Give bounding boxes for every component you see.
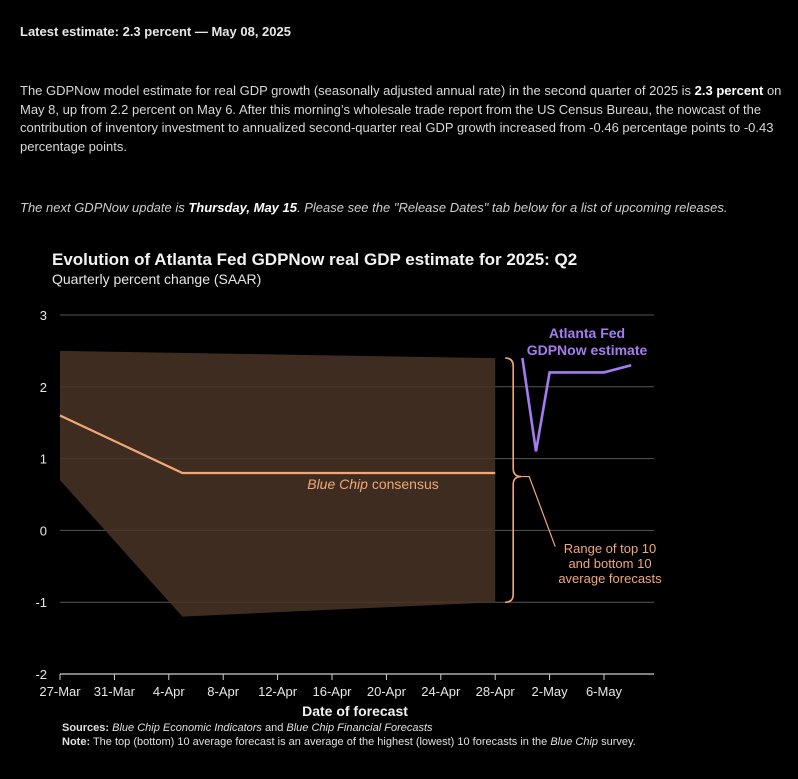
summary-text-1: The GDPNow model estimate for real GDP growth (seasonally adjusted annual rate) in the second quarter of 2025 is bbox=[20, 83, 695, 98]
chart-title: Evolution of Atlanta Fed GDPNow real GDP estimate for 2025: Q2 bbox=[52, 250, 578, 269]
gdpnow-estimate-line bbox=[522, 358, 631, 451]
latest-estimate-heading: Latest estimate: 2.3 percent — May 08, 2025 bbox=[20, 24, 291, 39]
range-label-line2: and bottom 10 bbox=[568, 556, 652, 571]
range-bracket bbox=[505, 358, 555, 602]
gdpnow-chart bbox=[0, 240, 798, 722]
x-tick-label: 31-Mar bbox=[93, 684, 135, 699]
next-update-date: Thursday, May 15 bbox=[188, 200, 297, 215]
range-brace bbox=[505, 358, 521, 602]
x-tick-label: 28-Apr bbox=[475, 684, 515, 699]
x-tick-label: 27-Mar bbox=[39, 684, 81, 699]
sources-label: Sources: bbox=[62, 722, 110, 734]
x-tick-label: 24-Apr bbox=[421, 684, 461, 699]
x-tick-label: 20-Apr bbox=[366, 684, 406, 699]
gdpnow-label-line1: Atlanta Fed bbox=[548, 325, 626, 341]
y-tick-label: 0 bbox=[39, 523, 47, 539]
sources-line bbox=[62, 722, 782, 736]
next-update-post: . Please see the "Release Dates" tab below for a list of upcoming releases. bbox=[296, 200, 728, 215]
y-tick-label: -1 bbox=[35, 595, 47, 611]
blue-chip-label-italic: Blue Chip bbox=[307, 476, 368, 492]
x-tick-label: 16-Apr bbox=[312, 684, 352, 699]
blue-chip-label bbox=[307, 476, 439, 492]
next-update-pre: The next GDPNow update is bbox=[20, 200, 189, 215]
summary-paragraph bbox=[20, 82, 788, 156]
x-tick-label: 12-Apr bbox=[258, 684, 298, 699]
y-tick-label: 3 bbox=[39, 308, 47, 323]
x-tick-label: 4-Apr bbox=[152, 684, 185, 699]
gdpnow-label-line2: GDPNow estimate bbox=[526, 342, 648, 358]
note-italic: Blue Chip bbox=[550, 735, 599, 748]
x-tick-label: 2-May bbox=[531, 684, 568, 699]
sources-and: and bbox=[261, 722, 287, 734]
chart-subtitle: Quarterly percent change (SAAR) bbox=[52, 271, 262, 287]
x-tick-label: 8-Apr bbox=[207, 684, 240, 699]
range-leader-line bbox=[521, 477, 555, 547]
note-line bbox=[62, 736, 782, 750]
source-1: Blue Chip Economic Indicators bbox=[112, 722, 262, 734]
next-update-note bbox=[20, 200, 728, 215]
sources-note bbox=[62, 722, 782, 749]
x-tick-label: 6-May bbox=[585, 684, 623, 699]
x-axis-label: Date of forecast bbox=[302, 703, 408, 719]
range-label-line3: average forecasts bbox=[558, 571, 662, 586]
y-tick-label: 2 bbox=[39, 379, 47, 395]
source-2: Blue Chip Financial Forecasts bbox=[286, 722, 433, 734]
range-label-line1: Range of top 10 bbox=[563, 541, 657, 556]
note-label: Note: bbox=[62, 735, 91, 748]
summary-estimate-bold: 2.3 percent bbox=[694, 83, 764, 98]
y-tick-label: -2 bbox=[35, 667, 47, 682]
summary-text-2: on May 8, up from 2.2 percent on May 6. After this morning’s wholesale trade report from the US Census Bureau, the nowcast of the contribution of inventory investment to annualized second-quarter real GDP growth increased from -0.46 percentage points to -0.43 percentage points. bbox=[20, 83, 782, 154]
note-text-post: survey. bbox=[598, 735, 636, 748]
y-tick-label: 1 bbox=[39, 451, 47, 467]
blue-chip-label-rest: consensus bbox=[367, 476, 439, 492]
note-text-pre: The top (bottom) 10 average forecast is an average of the highest (lowest) 10 forecasts in the bbox=[90, 735, 551, 748]
